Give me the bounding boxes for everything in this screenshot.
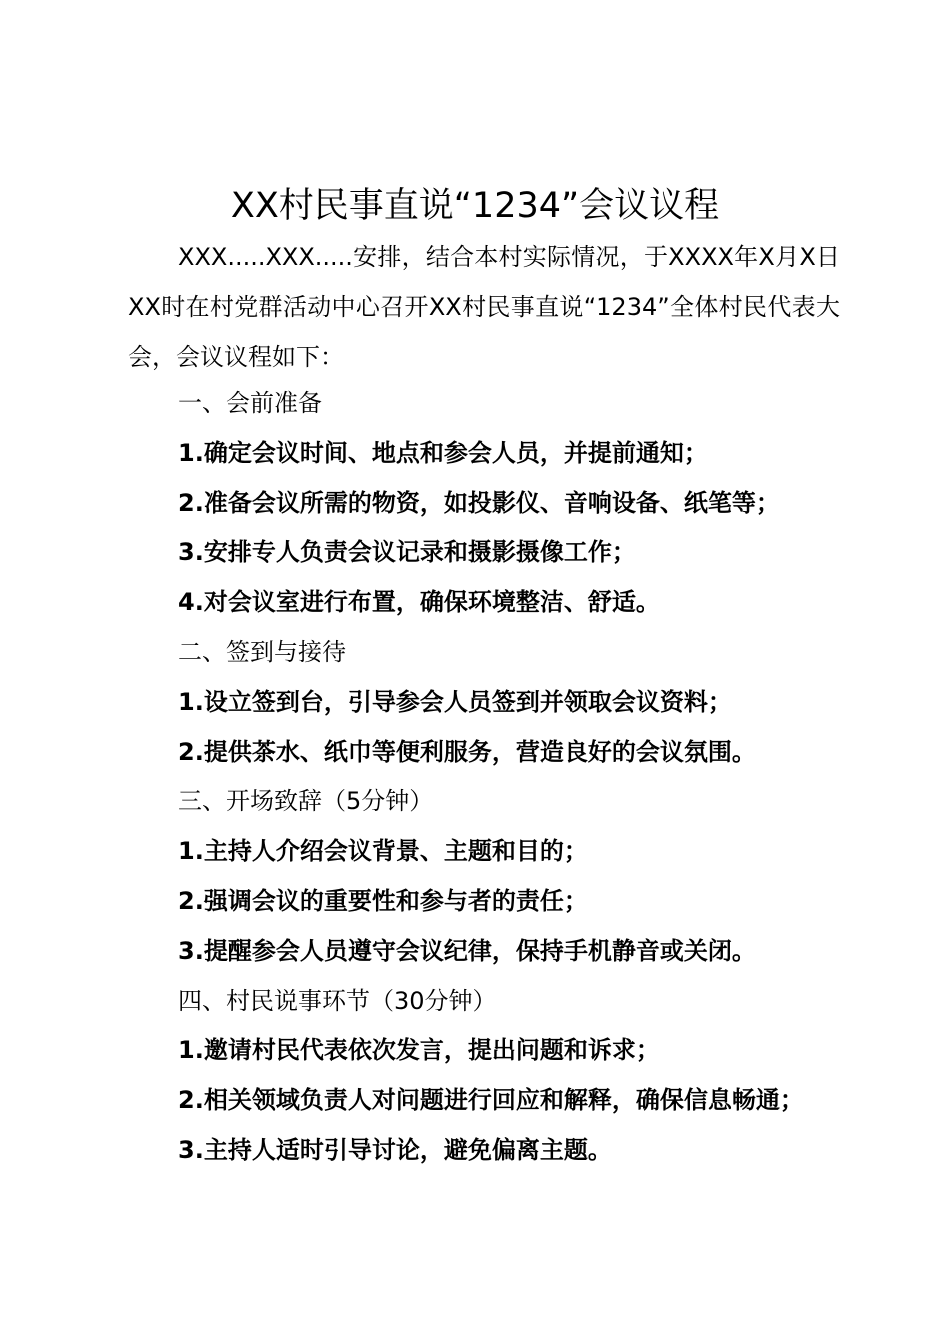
section-heading-3: 三、开场致辞（5分钟） bbox=[178, 787, 434, 816]
agenda-item: 3.主持人适时引导讨论，避免偏离主题。 bbox=[178, 1135, 612, 1164]
agenda-item: 2.相关领域负责人对问题进行回应和解释，确保信息畅通； bbox=[178, 1086, 804, 1115]
section-heading-4: 四、村民说事环节（30分钟） bbox=[178, 986, 497, 1015]
agenda-item: 4.对会议室进行布置，确保环境整洁、舒适。 bbox=[178, 588, 660, 617]
agenda-item: 2.提供茶水、纸巾等便利服务，营造良好的会议氛围。 bbox=[178, 737, 756, 766]
agenda-item: 1.确定会议时间、地点和参会人员，并提前通知； bbox=[178, 438, 708, 467]
agenda-item: 1.主持人介绍会议背景、主题和目的； bbox=[178, 837, 588, 866]
agenda-item: 3.安排专人负责会议记录和摄影摄像工作； bbox=[178, 538, 636, 567]
section-heading-2: 二、签到与接待 bbox=[178, 637, 346, 666]
agenda-item: 1.设立签到台，引导参会人员签到并领取会议资料； bbox=[178, 687, 732, 716]
section-heading-1: 一、会前准备 bbox=[178, 389, 322, 417]
agenda-item: 3.提醒参会人员遵守会议纪律，保持手机静音或关闭。 bbox=[178, 936, 756, 965]
agenda-item: 2.准备会议所需的物资，如投影仪、音响设备、纸笔等； bbox=[178, 488, 780, 517]
agenda-item: 1.邀请村民代表依次发言，提出问题和诉求； bbox=[178, 1036, 660, 1065]
intro-paragraph: XXX.....XXX.....安排，结合本村实际情况，于XXXX年X月X日XX时在村党群活动中心召开XX村民事直说“1234”全体村民代表大会，会议议程如下： bbox=[128, 243, 840, 371]
agenda-item: 2.强调会议的重要性和参与者的责任； bbox=[178, 886, 588, 915]
agenda-list bbox=[128, 379, 840, 1176]
document-title: XX村民事直说“1234”会议议程 bbox=[230, 186, 720, 226]
